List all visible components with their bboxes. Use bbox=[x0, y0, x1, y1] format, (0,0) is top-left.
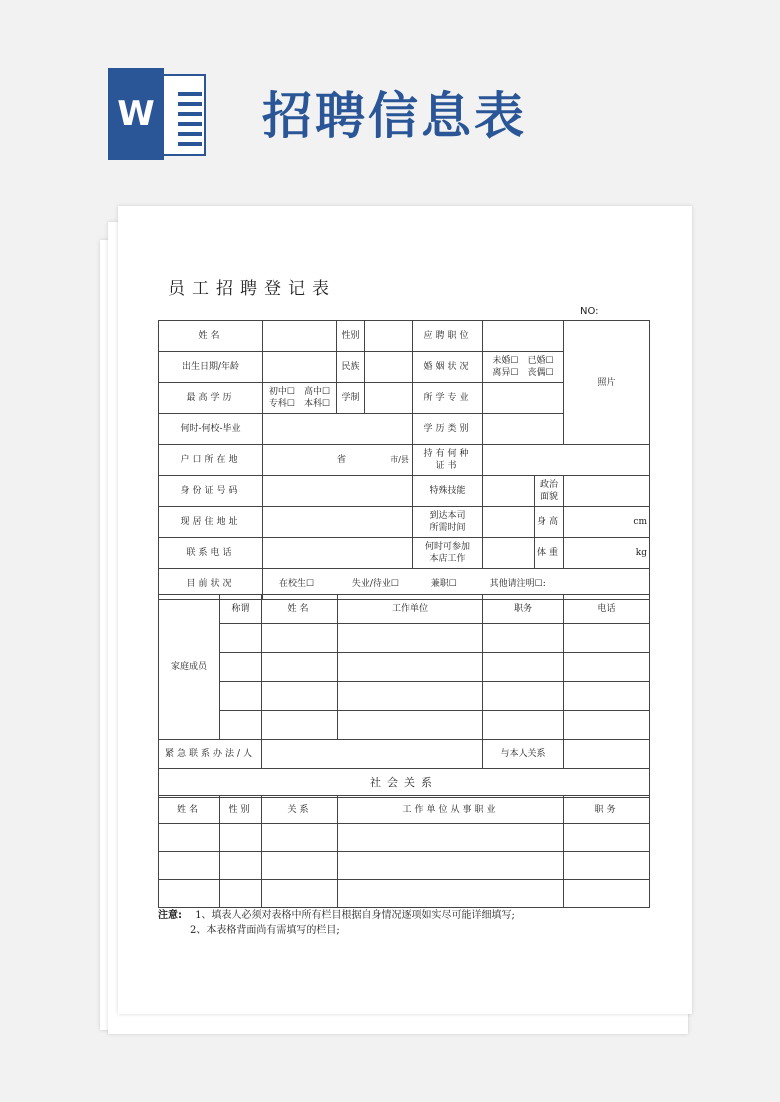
social-header-name: 姓名 bbox=[159, 796, 220, 824]
marital-label: 婚姻状况 bbox=[413, 352, 483, 383]
province-label: 省 bbox=[337, 455, 347, 465]
table-row[interactable] bbox=[159, 682, 650, 711]
note-text-1: 1、填表人必须对表格中所有栏目根据自身情况逐项如实尽可能详细填写; bbox=[195, 910, 515, 921]
social-relations-title: 社会关系 bbox=[159, 769, 650, 798]
education-label: 最高学历 bbox=[159, 383, 263, 414]
social-relations-table bbox=[158, 795, 650, 908]
id-number-field[interactable] bbox=[263, 476, 413, 507]
political-label-line1: 政治 bbox=[539, 480, 558, 490]
school-time-field[interactable] bbox=[263, 414, 413, 445]
certificate-label-line2: 证书 bbox=[435, 461, 460, 471]
political-field[interactable] bbox=[564, 476, 650, 507]
status-option-unemployed[interactable]: 失业/待业☐ bbox=[351, 579, 399, 589]
word-icon-letter: W bbox=[108, 68, 164, 160]
marital-options-line2: 离异☐ 丧偶☐ bbox=[492, 368, 554, 378]
gender-label: 性别 bbox=[337, 321, 365, 352]
id-number-label: 身份证号码 bbox=[159, 476, 263, 507]
page-title: 招聘信息表 bbox=[262, 87, 527, 145]
marital-options[interactable] bbox=[483, 352, 564, 383]
certificate-label-line1: 持有何种 bbox=[423, 449, 472, 459]
notes bbox=[158, 908, 515, 938]
major-label: 所学专业 bbox=[413, 383, 483, 414]
schooling-label: 学制 bbox=[337, 383, 365, 414]
gender-field[interactable] bbox=[365, 321, 413, 352]
start-time-label-line1: 何时可参加 bbox=[424, 542, 470, 552]
notes-label: 注意: bbox=[158, 910, 182, 921]
weight-unit: kg bbox=[635, 548, 647, 558]
family-header-name: 姓名 bbox=[262, 595, 338, 624]
family-header-phone: 电话 bbox=[564, 595, 650, 624]
address-field[interactable] bbox=[263, 507, 413, 538]
phone-field[interactable] bbox=[263, 538, 413, 569]
ethnicity-label: 民族 bbox=[337, 352, 365, 383]
arrive-time-field[interactable] bbox=[483, 507, 535, 538]
skills-field[interactable] bbox=[483, 476, 535, 507]
address-label: 现居住地址 bbox=[159, 507, 263, 538]
table-row[interactable] bbox=[159, 711, 650, 740]
social-header-relation: 关系 bbox=[262, 796, 338, 824]
family-header-position: 职务 bbox=[483, 595, 564, 624]
family-header-title: 称谓 bbox=[220, 595, 262, 624]
skills-label: 特殊技能 bbox=[413, 476, 483, 507]
arrive-time-label-line2: 所需时间 bbox=[429, 523, 466, 533]
arrive-time-label-line1: 到达本司 bbox=[429, 511, 466, 521]
note-text-2: 2、本表格背面尚有需填写的栏目; bbox=[190, 925, 340, 936]
status-label: 目前状况 bbox=[159, 569, 263, 600]
table-row[interactable] bbox=[159, 852, 650, 880]
edu-type-field[interactable] bbox=[483, 414, 564, 445]
height-unit: cm bbox=[633, 517, 647, 527]
ethnicity-field[interactable] bbox=[365, 352, 413, 383]
certificate-label bbox=[413, 445, 483, 476]
social-header-position: 职务 bbox=[564, 796, 650, 824]
social-header-occupation: 工作单位从事职业 bbox=[338, 796, 564, 824]
political-label bbox=[535, 476, 564, 507]
birth-label: 出生日期/年龄 bbox=[159, 352, 263, 383]
arrive-time-label bbox=[413, 507, 483, 538]
note-line-1 bbox=[158, 908, 515, 923]
basic-info-table bbox=[158, 320, 650, 600]
major-field[interactable] bbox=[483, 383, 564, 414]
status-option-student[interactable]: 在校生☐ bbox=[279, 579, 315, 589]
position-label: 应聘职位 bbox=[413, 321, 483, 352]
name-field[interactable] bbox=[263, 321, 337, 352]
weight-field[interactable] bbox=[564, 538, 650, 569]
relation-label: 与本人关系 bbox=[483, 740, 564, 769]
education-options[interactable] bbox=[263, 383, 337, 414]
table-row[interactable] bbox=[159, 824, 650, 852]
social-header-gender: 性别 bbox=[220, 796, 262, 824]
position-field[interactable] bbox=[483, 321, 564, 352]
family-table bbox=[158, 594, 650, 798]
table-row[interactable] bbox=[159, 880, 650, 908]
emergency-contact-field[interactable] bbox=[262, 740, 483, 769]
emergency-contact-label: 紧急联系办法/人 bbox=[159, 740, 262, 769]
hukou-label: 户口所在地 bbox=[159, 445, 263, 476]
schooling-field[interactable] bbox=[365, 383, 413, 414]
political-label-line2: 面貌 bbox=[539, 492, 558, 502]
photo-cell[interactable]: 照片 bbox=[564, 321, 650, 445]
start-time-label-line2: 本店工作 bbox=[429, 554, 466, 564]
school-time-label: 何时-何校-毕业 bbox=[159, 414, 263, 445]
name-label: 姓名 bbox=[159, 321, 263, 352]
start-time-label bbox=[413, 538, 483, 569]
word-icon bbox=[108, 68, 208, 160]
start-time-field[interactable] bbox=[483, 538, 535, 569]
document-title: 员工招聘登记表 bbox=[168, 279, 336, 299]
family-header-workplace: 工作单位 bbox=[338, 595, 483, 624]
hukou-field[interactable] bbox=[263, 445, 413, 476]
city-label: 市/县 bbox=[390, 455, 409, 464]
edu-type-label: 学历类别 bbox=[413, 414, 483, 445]
document-number-label: NO: bbox=[580, 306, 599, 317]
height-field[interactable] bbox=[564, 507, 650, 538]
birth-field[interactable] bbox=[263, 352, 337, 383]
weight-label: 体重 bbox=[535, 538, 564, 569]
table-row[interactable] bbox=[159, 624, 650, 653]
family-label: 家庭成员 bbox=[159, 595, 220, 740]
status-option-other[interactable]: 其他请注明☐: bbox=[489, 579, 546, 589]
education-options-line2: 专科☐ 本科☐ bbox=[268, 399, 331, 409]
education-options-line1: 初中☐ 高中☐ bbox=[268, 387, 331, 397]
phone-label: 联系电话 bbox=[159, 538, 263, 569]
table-row[interactable] bbox=[159, 653, 650, 682]
height-label: 身高 bbox=[535, 507, 564, 538]
certificate-field[interactable] bbox=[483, 445, 650, 476]
status-option-parttime[interactable]: 兼职☐ bbox=[430, 579, 457, 589]
marital-options-line1: 未婚☐ 已婚☐ bbox=[492, 356, 554, 366]
relation-field[interactable] bbox=[564, 740, 650, 769]
